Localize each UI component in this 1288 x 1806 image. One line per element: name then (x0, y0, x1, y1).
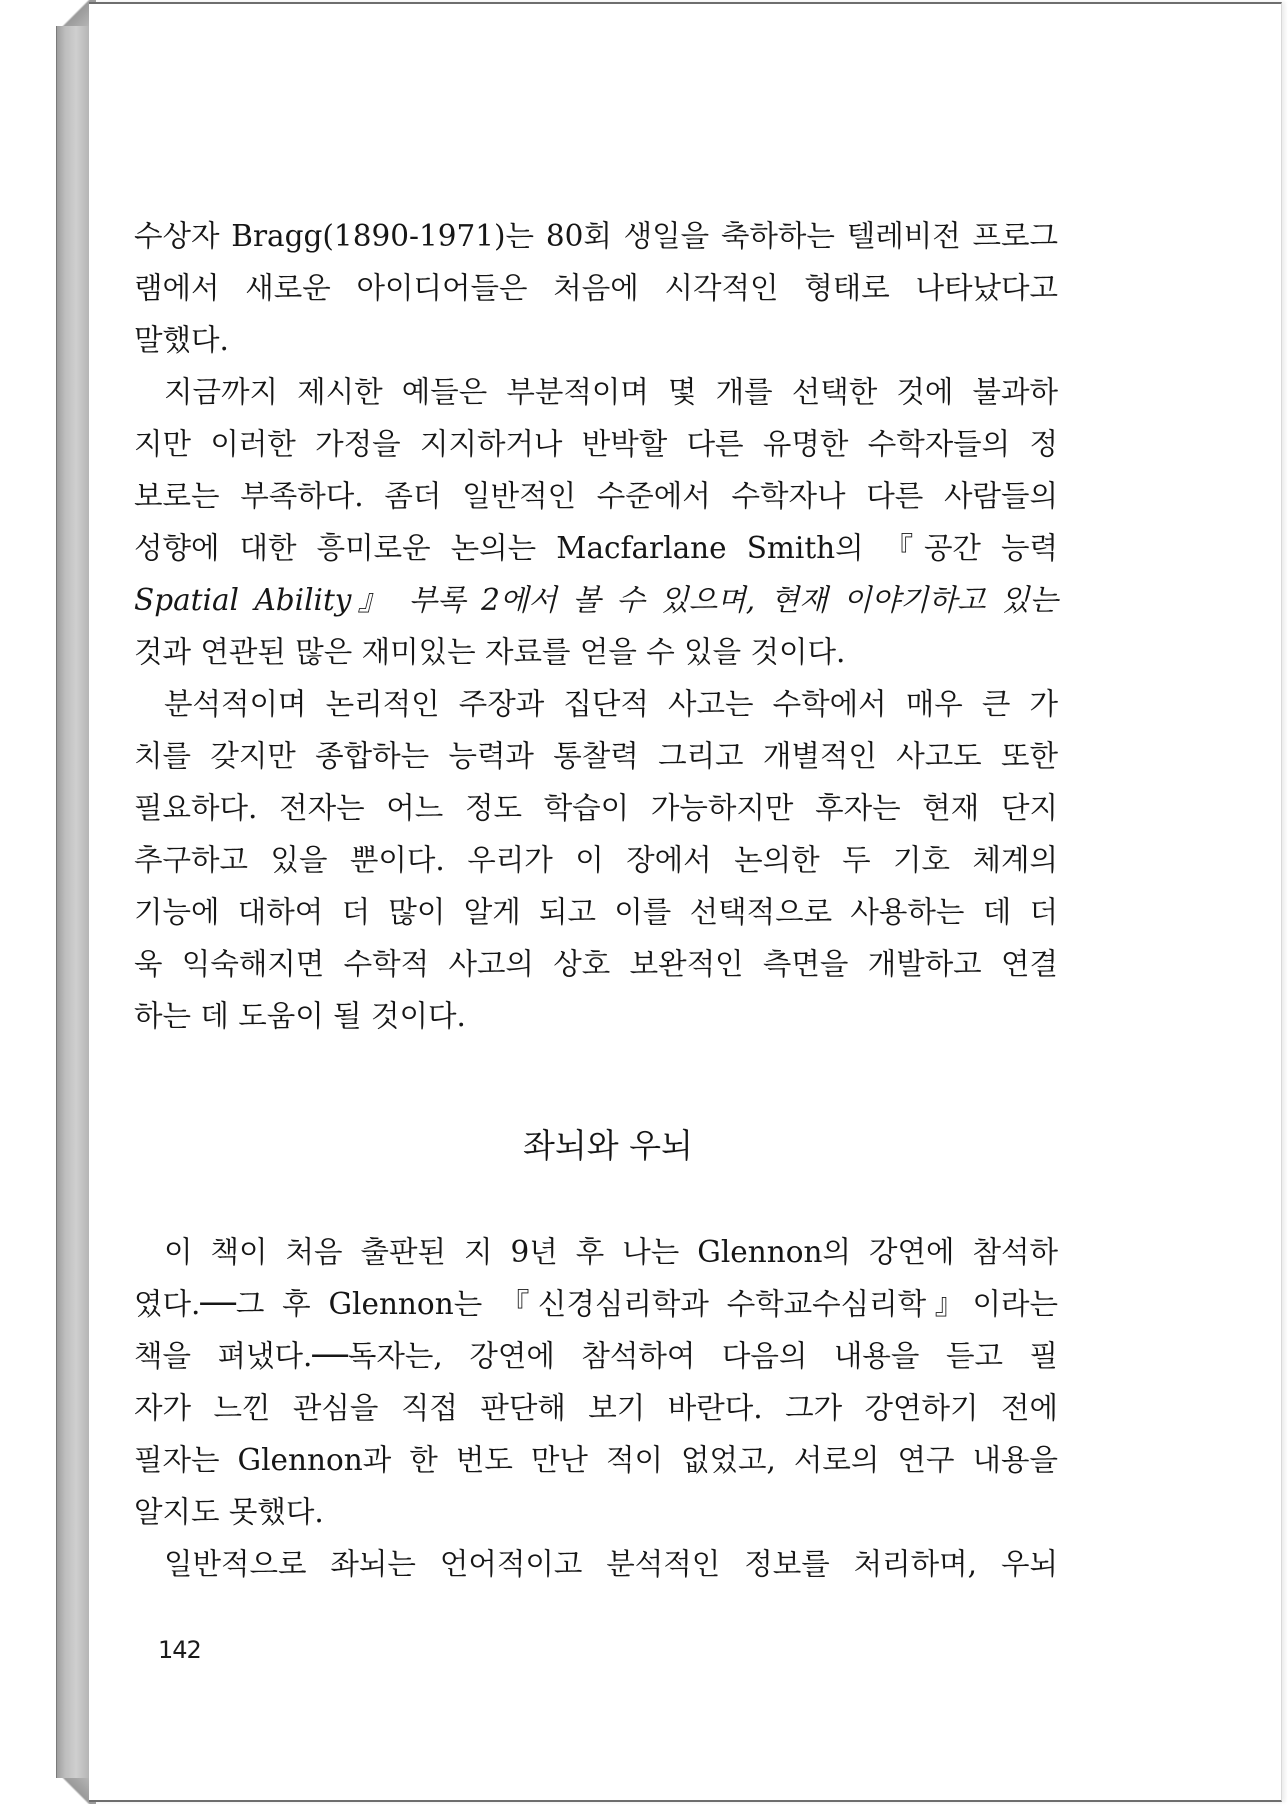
text-line: 책을 펴냈다.──독자는, 강연에 참석하여 다음의 내용을 듣고 필 (134, 1339, 1058, 1373)
text-line: 보로는 부족하다. 좀더 일반적인 수준에서 수학자나 다른 사람들의 (134, 479, 1058, 513)
text-line: 성향에 대한 흥미로운 논의는 Macfarlane Smith의 『공간 능력 (134, 531, 1058, 565)
text-line: 치를 갖지만 종합하는 능력과 통찰력 그리고 개별적인 사고도 또한 (134, 739, 1058, 773)
text-line: 것과 연관된 많은 재미있는 자료를 얻을 수 있을 것이다. (134, 635, 846, 669)
text-line: 필요하다. 전자는 어느 정도 학습이 가능하지만 후자는 현재 단지 (134, 791, 1058, 825)
section-heading: 좌뇌와 우뇌 (523, 1126, 693, 1165)
text-line: 자가 느낀 관심을 직접 판단해 보기 바란다. 그가 강연하기 전에 (134, 1391, 1058, 1425)
text-line: 말했다. (134, 323, 229, 357)
text-line: 이 책이 처음 출판된 지 9년 후 나는 Glennon의 강연에 참석하 (164, 1235, 1058, 1269)
text-line: 욱 익숙해지면 수학적 사고의 상호 보완적인 측면을 개발하고 연결 (134, 947, 1058, 981)
body-text-block-2 (134, 1226, 1058, 1590)
text-line: 수상자 Bragg(1890-1971)는 80회 생일을 축하하는 텔레비전 프로그 (134, 219, 1058, 253)
page-number: 142 (158, 1636, 201, 1664)
text-line: 알지도 못했다. (134, 1495, 324, 1529)
text-line: 램에서 새로운 아이디어들은 처음에 시각적인 형태로 나타났다고 (134, 271, 1058, 305)
text-line: 하는 데 도움이 될 것이다. (134, 999, 466, 1033)
book-spine (56, 6, 90, 1802)
text-line: 분석적이며 논리적인 주장과 집단적 사고는 수학에서 매우 큰 가 (164, 687, 1058, 721)
text-line: 필자는 Glennon과 한 번도 만난 적이 없었고, 서로의 연구 내용을 (134, 1443, 1058, 1477)
text-line: 일반적으로 좌뇌는 언어적이고 분석적인 정보를 처리하며, 우뇌 (164, 1547, 1058, 1581)
text-line: Spatial Ability』 부록 2에서 볼 수 있으며, 현재 이야기하고 있는 (134, 583, 1058, 617)
body-text-block-1 (134, 210, 1058, 1042)
text-line: 지만 이러한 가정을 지지하거나 반박할 다른 유명한 수학자들의 정 (134, 427, 1058, 461)
text-line: 기능에 대하여 더 많이 알게 되고 이를 선택적으로 사용하는 데 더 (134, 895, 1058, 929)
text-line: 추구하고 있을 뿐이다. 우리가 이 장에서 논의한 두 기호 체계의 (134, 843, 1058, 877)
text-line: 였다.──그 후 Glennon는 『신경심리학과 수학교수심리학』이라는 (134, 1287, 1058, 1321)
text-line: 지금까지 제시한 예들은 부분적이며 몇 개를 선택한 것에 불과하 (164, 375, 1058, 409)
